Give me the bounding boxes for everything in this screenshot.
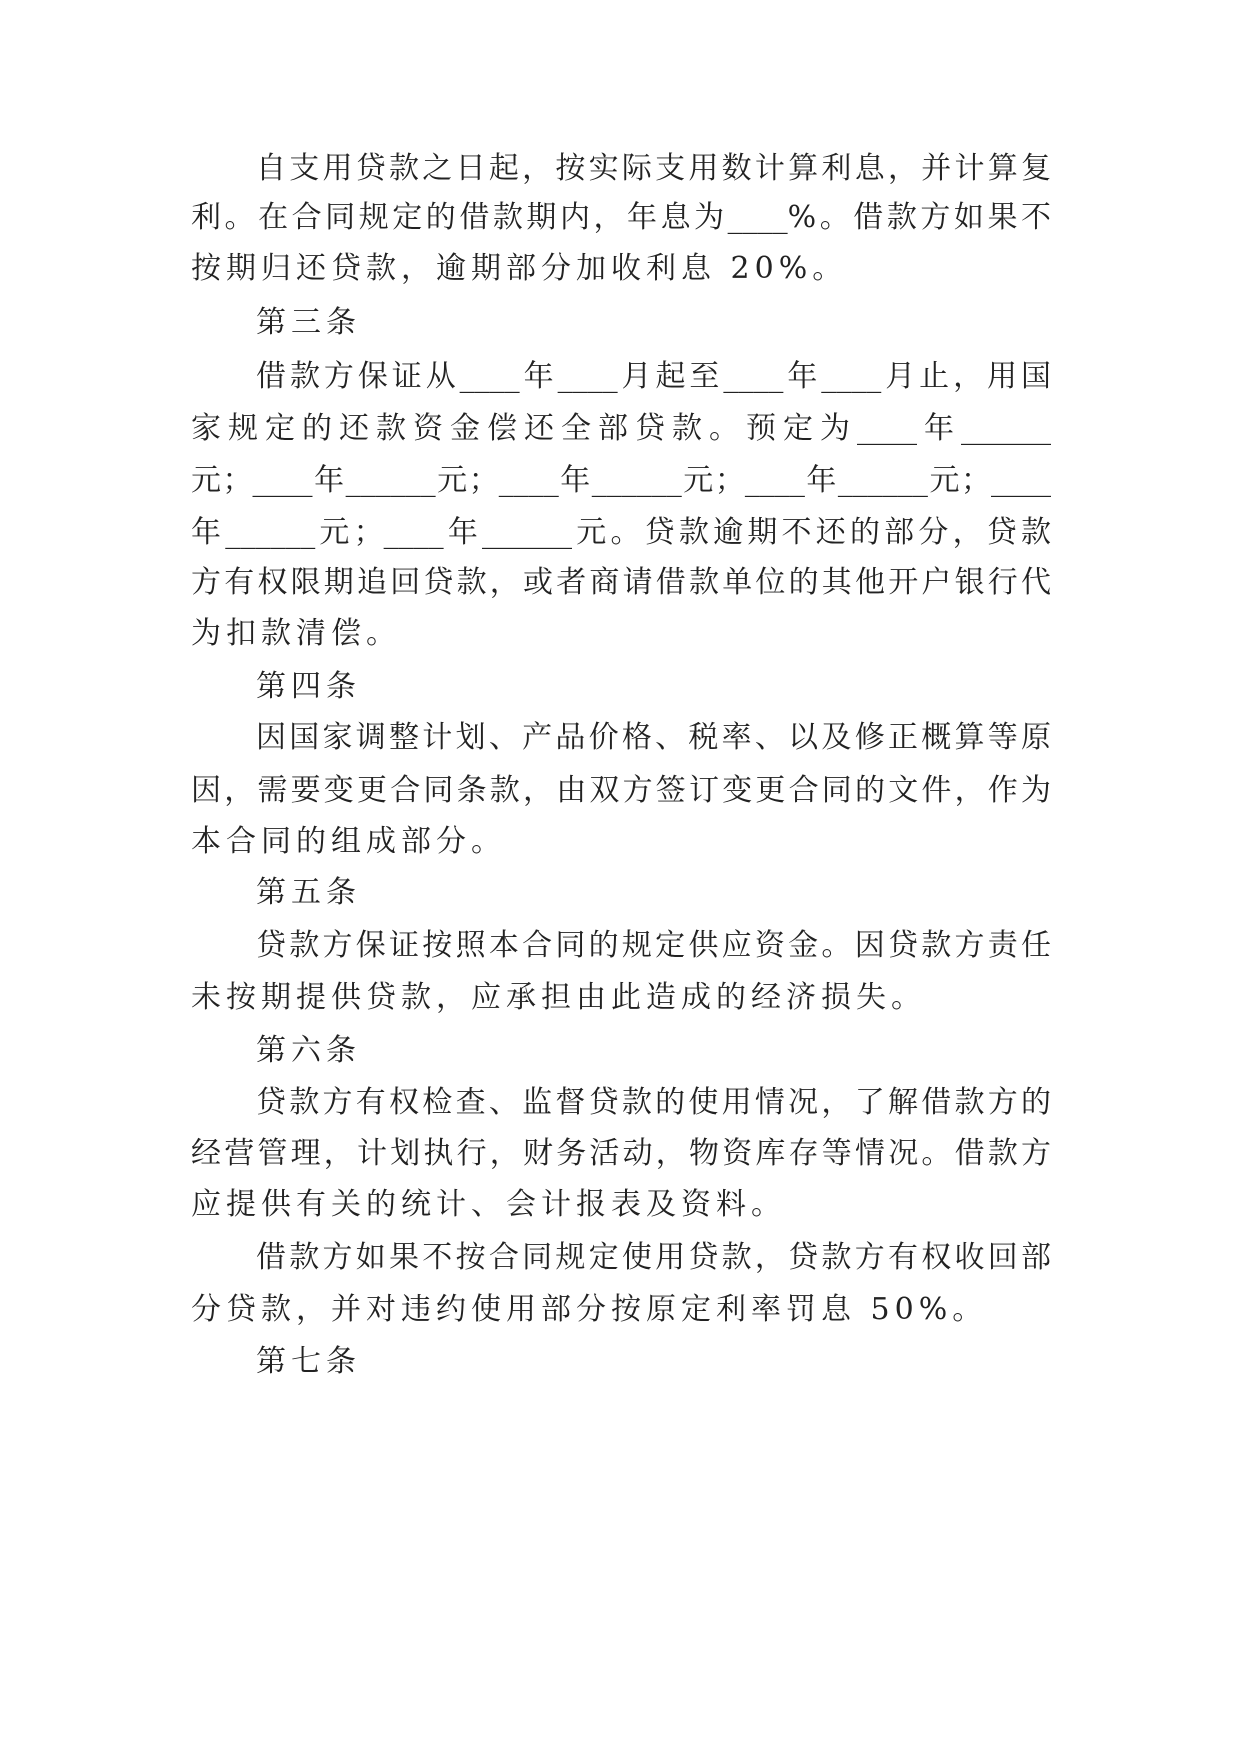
text-line: 贷款方保证按照本合同的规定供应资金。因贷款方责任	[256, 928, 1051, 963]
text-line: 应提供有关的统计、会计报表及资料。	[191, 1187, 786, 1222]
text-line: 按期归还贷款，逾期部分加收利息 20%。	[191, 251, 848, 286]
text-line: 家规定的还款资金偿还全部贷款。预定为____年______	[191, 411, 1051, 446]
text-line: 方有权限期追回贷款，或者商请借款单位的其他开户银行代	[191, 565, 1051, 600]
text-line: 因国家调整计划、产品价格、税率、以及修正概算等原	[256, 720, 1051, 755]
article-heading: 第五条	[256, 875, 361, 910]
text-line: 为扣款清偿。	[191, 616, 401, 651]
text-line: 借款方保证从____年____月起至____年____月止，用国	[256, 359, 1051, 394]
text-line: 借款方如果不按合同规定使用贷款，贷款方有权收回部	[256, 1240, 1051, 1275]
article-heading: 第四条	[256, 669, 361, 704]
text-line: 利。在合同规定的借款期内，年息为____%。借款方如果不	[191, 200, 1051, 235]
text-line: 贷款方有权检查、监督贷款的使用情况，了解借款方的	[256, 1085, 1051, 1120]
text-line: 自支用贷款之日起，按实际支用数计算利息，并计算复	[256, 151, 1051, 186]
text-line: 年______元；____年______元。贷款逾期不还的部分，贷款	[191, 515, 1051, 550]
text-line: 元；____年______元；____年______元；____年______元；____	[191, 463, 1051, 498]
article-heading: 第三条	[256, 305, 361, 340]
text-line: 分贷款，并对违约使用部分按原定利率罚息 50%。	[191, 1292, 988, 1327]
text-line: 本合同的组成部分。	[191, 824, 506, 859]
text-line: 未按期提供贷款，应承担由此造成的经济损失。	[191, 980, 926, 1015]
text-line: 经营管理，计划执行，财务活动，物资库存等情况。借款方	[191, 1136, 1051, 1171]
article-heading: 第六条	[256, 1033, 361, 1068]
text-line: 因，需要变更合同条款，由双方签订变更合同的文件，作为	[191, 773, 1051, 808]
article-heading: 第七条	[256, 1344, 361, 1379]
